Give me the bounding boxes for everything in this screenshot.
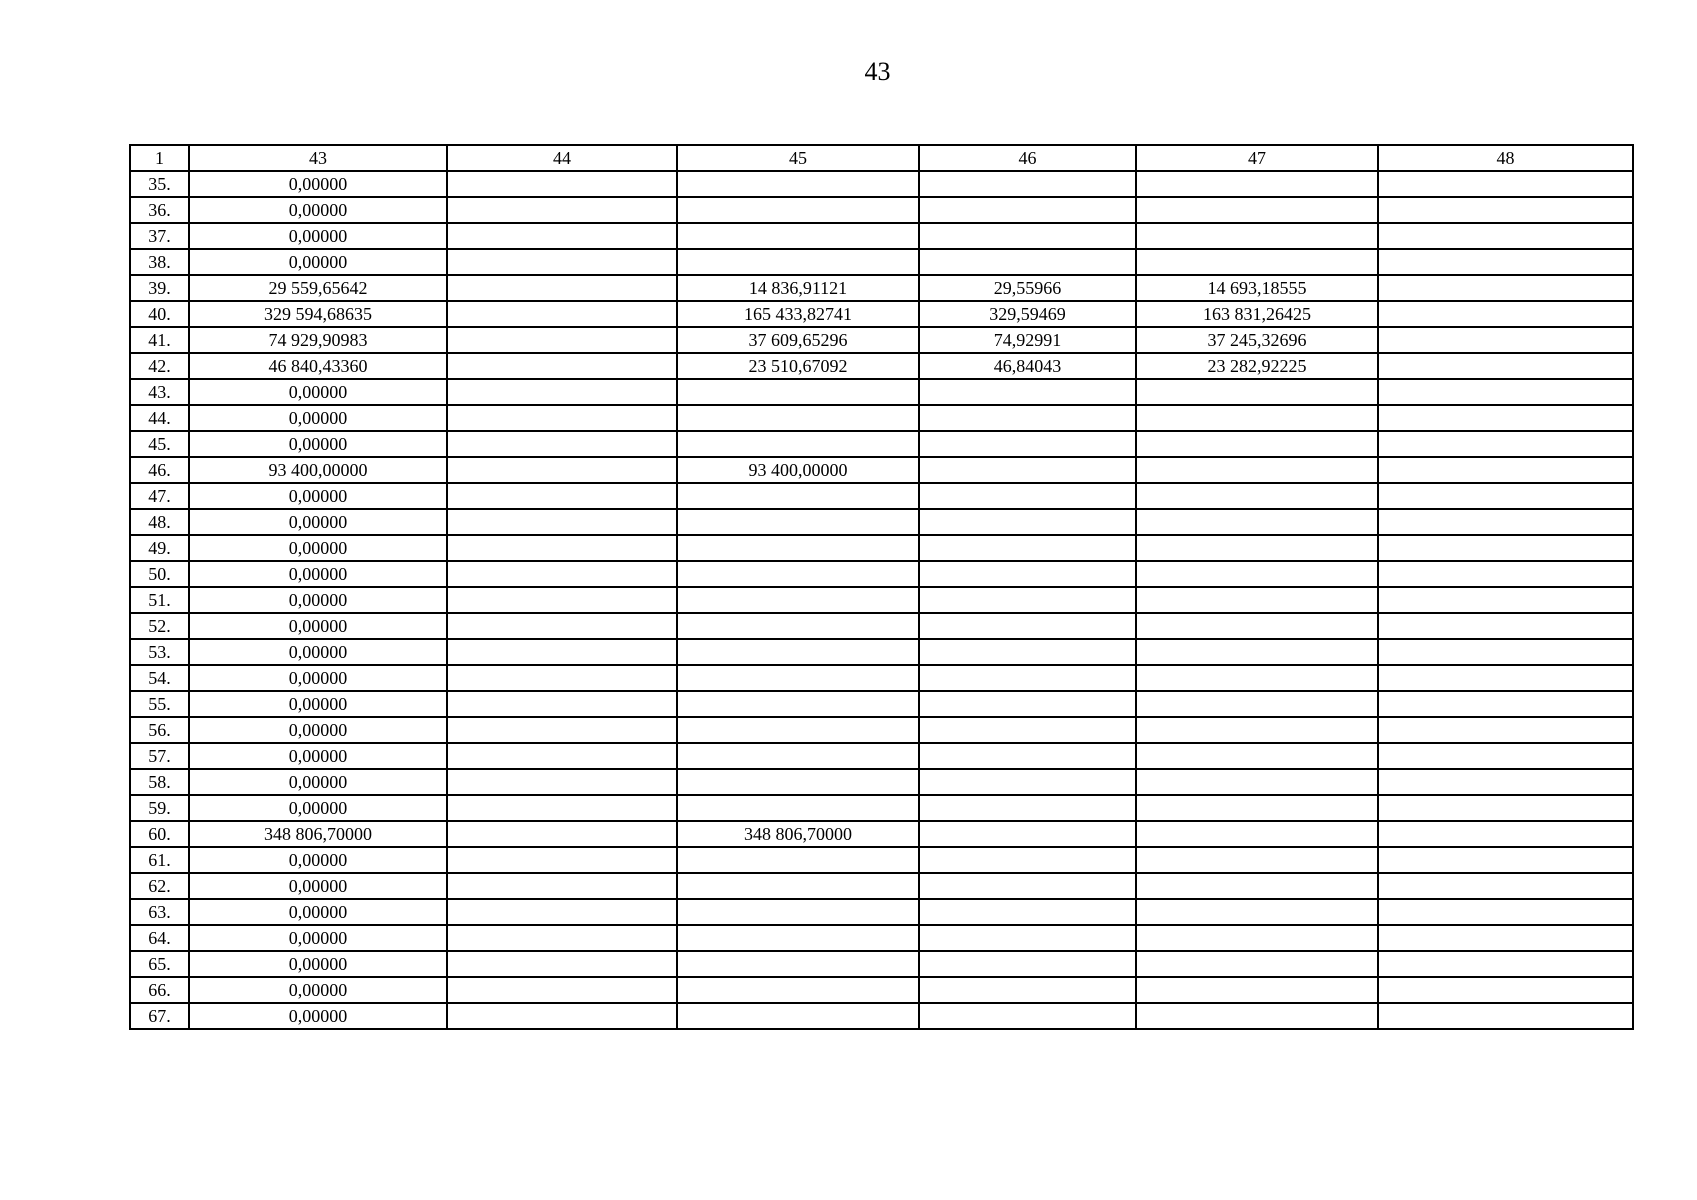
table-cell	[1378, 483, 1633, 509]
table-cell	[1378, 535, 1633, 561]
row-number-cell: 44.	[130, 405, 189, 431]
table-cell	[447, 717, 677, 743]
column-header: 1	[130, 145, 189, 171]
data-table	[129, 144, 1634, 1030]
table-cell: 29 559,65642	[189, 275, 447, 301]
row-number-cell: 35.	[130, 171, 189, 197]
row-number-cell: 51.	[130, 587, 189, 613]
table-cell	[1378, 509, 1633, 535]
table-cell	[677, 873, 919, 899]
table-cell	[677, 171, 919, 197]
table-cell	[919, 951, 1136, 977]
table-cell: 0,00000	[189, 873, 447, 899]
table-cell	[447, 561, 677, 587]
table-cell: 0,00000	[189, 431, 447, 457]
table-cell: 0,00000	[189, 743, 447, 769]
table-cell: 165 433,82741	[677, 301, 919, 327]
table-cell	[919, 509, 1136, 535]
table-row	[130, 743, 1633, 769]
table-cell	[677, 509, 919, 535]
table-cell	[677, 483, 919, 509]
row-number-cell: 53.	[130, 639, 189, 665]
table-cell	[447, 405, 677, 431]
table-cell	[1378, 223, 1633, 249]
column-header: 43	[189, 145, 447, 171]
table-cell	[919, 613, 1136, 639]
table-row	[130, 873, 1633, 899]
table-cell	[1136, 405, 1378, 431]
table-row	[130, 613, 1633, 639]
table-cell	[1378, 353, 1633, 379]
table-cell	[919, 717, 1136, 743]
table-row	[130, 197, 1633, 223]
table-row	[130, 483, 1633, 509]
table-cell	[677, 795, 919, 821]
table-cell	[447, 925, 677, 951]
table-cell	[1378, 665, 1633, 691]
table-cell	[447, 899, 677, 925]
table-cell	[677, 925, 919, 951]
table-cell	[1378, 795, 1633, 821]
table-row	[130, 431, 1633, 457]
row-number-cell: 43.	[130, 379, 189, 405]
table-cell	[1378, 977, 1633, 1003]
table-cell: 0,00000	[189, 977, 447, 1003]
table-cell	[677, 847, 919, 873]
table-cell	[919, 769, 1136, 795]
table-row	[130, 1003, 1633, 1029]
row-number-cell: 60.	[130, 821, 189, 847]
table-cell: 23 282,92225	[1136, 353, 1378, 379]
table-cell	[677, 951, 919, 977]
table-cell	[1378, 197, 1633, 223]
table-row	[130, 847, 1633, 873]
table-cell	[447, 249, 677, 275]
table-row	[130, 301, 1633, 327]
table-cell: 0,00000	[189, 847, 447, 873]
table-cell	[919, 405, 1136, 431]
column-header: 45	[677, 145, 919, 171]
table-row	[130, 587, 1633, 613]
table-cell	[1136, 847, 1378, 873]
table-cell: 14 693,18555	[1136, 275, 1378, 301]
table-cell	[447, 483, 677, 509]
table-row	[130, 535, 1633, 561]
table-cell: 348 806,70000	[189, 821, 447, 847]
table-row	[130, 769, 1633, 795]
table-cell	[1136, 951, 1378, 977]
table-cell	[1378, 379, 1633, 405]
column-header: 47	[1136, 145, 1378, 171]
table-row	[130, 717, 1633, 743]
row-number-cell: 40.	[130, 301, 189, 327]
row-number-cell: 45.	[130, 431, 189, 457]
table-cell: 163 831,26425	[1136, 301, 1378, 327]
table-cell	[919, 1003, 1136, 1029]
table-cell	[447, 275, 677, 301]
table-cell: 0,00000	[189, 483, 447, 509]
table-cell: 74,92991	[919, 327, 1136, 353]
table-cell: 0,00000	[189, 951, 447, 977]
table-cell	[1378, 873, 1633, 899]
table-cell: 0,00000	[189, 795, 447, 821]
table-cell	[677, 379, 919, 405]
table-cell	[447, 301, 677, 327]
table-cell	[1378, 405, 1633, 431]
table-cell	[1378, 249, 1633, 275]
table-cell: 46 840,43360	[189, 353, 447, 379]
table-cell	[447, 587, 677, 613]
table-cell	[677, 405, 919, 431]
table-cell	[1136, 977, 1378, 1003]
table-cell	[447, 769, 677, 795]
table-cell	[919, 821, 1136, 847]
table-cell: 0,00000	[189, 925, 447, 951]
table-cell: 0,00000	[189, 171, 447, 197]
row-number-cell: 59.	[130, 795, 189, 821]
table-cell	[919, 665, 1136, 691]
table-cell	[1378, 587, 1633, 613]
table-cell	[447, 873, 677, 899]
table-row	[130, 353, 1633, 379]
table-cell	[447, 1003, 677, 1029]
table-cell	[447, 847, 677, 873]
table-row	[130, 405, 1633, 431]
row-number-cell: 56.	[130, 717, 189, 743]
table-cell: 348 806,70000	[677, 821, 919, 847]
table-cell	[677, 743, 919, 769]
table-cell	[919, 639, 1136, 665]
table-cell	[1136, 457, 1378, 483]
table-cell	[447, 691, 677, 717]
table-cell: 0,00000	[189, 769, 447, 795]
table-cell: 0,00000	[189, 613, 447, 639]
row-number-cell: 49.	[130, 535, 189, 561]
row-number-cell: 61.	[130, 847, 189, 873]
table-cell	[677, 613, 919, 639]
table-row	[130, 171, 1633, 197]
table-cell	[1378, 301, 1633, 327]
table-cell	[919, 171, 1136, 197]
table-cell	[1136, 171, 1378, 197]
table-cell	[1136, 873, 1378, 899]
table-cell	[447, 743, 677, 769]
table-cell: 14 836,91121	[677, 275, 919, 301]
table-cell	[1378, 275, 1633, 301]
table-cell	[447, 535, 677, 561]
table-cell	[677, 431, 919, 457]
table-cell	[447, 821, 677, 847]
table-cell	[447, 327, 677, 353]
table-cell: 0,00000	[189, 665, 447, 691]
table-cell: 0,00000	[189, 639, 447, 665]
table-cell: 0,00000	[189, 561, 447, 587]
table-cell	[677, 639, 919, 665]
table-cell: 0,00000	[189, 717, 447, 743]
table-cell: 0,00000	[189, 535, 447, 561]
table-cell	[1136, 249, 1378, 275]
table-cell	[1378, 171, 1633, 197]
table-cell	[1136, 379, 1378, 405]
table-cell	[1136, 925, 1378, 951]
table-cell	[677, 717, 919, 743]
table-cell	[447, 353, 677, 379]
row-number-cell: 47.	[130, 483, 189, 509]
row-number-cell: 64.	[130, 925, 189, 951]
table-cell	[677, 665, 919, 691]
table-cell	[1136, 509, 1378, 535]
table-cell	[1378, 821, 1633, 847]
table-cell: 0,00000	[189, 379, 447, 405]
table-cell	[919, 483, 1136, 509]
row-number-cell: 58.	[130, 769, 189, 795]
table-cell	[1378, 899, 1633, 925]
table-cell: 46,84043	[919, 353, 1136, 379]
row-number-cell: 63.	[130, 899, 189, 925]
table-cell	[919, 249, 1136, 275]
table-cell	[1136, 743, 1378, 769]
table-cell: 329 594,68635	[189, 301, 447, 327]
table-cell	[919, 535, 1136, 561]
row-number-cell: 54.	[130, 665, 189, 691]
row-number-cell: 57.	[130, 743, 189, 769]
table-cell	[919, 561, 1136, 587]
table-cell	[919, 899, 1136, 925]
table-cell: 0,00000	[189, 197, 447, 223]
table-cell	[1378, 457, 1633, 483]
table-cell	[1378, 431, 1633, 457]
table-cell: 0,00000	[189, 405, 447, 431]
row-number-cell: 52.	[130, 613, 189, 639]
table-cell	[447, 613, 677, 639]
table-cell	[1378, 561, 1633, 587]
table-row	[130, 249, 1633, 275]
table-cell	[677, 249, 919, 275]
table-row	[130, 275, 1633, 301]
row-number-cell: 39.	[130, 275, 189, 301]
table-cell	[447, 223, 677, 249]
table-cell	[1136, 431, 1378, 457]
table-cell	[677, 899, 919, 925]
table-cell	[919, 847, 1136, 873]
table-cell	[447, 951, 677, 977]
table-cell	[1378, 769, 1633, 795]
table-row	[130, 223, 1633, 249]
table-cell	[919, 743, 1136, 769]
table-cell	[677, 197, 919, 223]
row-number-cell: 48.	[130, 509, 189, 535]
table-cell	[447, 795, 677, 821]
column-header: 48	[1378, 145, 1633, 171]
table-cell	[447, 509, 677, 535]
row-number-cell: 42.	[130, 353, 189, 379]
table-cell	[677, 691, 919, 717]
table-cell: 0,00000	[189, 691, 447, 717]
table-row	[130, 899, 1633, 925]
table-cell	[1136, 197, 1378, 223]
table-cell	[677, 1003, 919, 1029]
row-number-cell: 46.	[130, 457, 189, 483]
row-number-cell: 67.	[130, 1003, 189, 1029]
table-cell	[1136, 587, 1378, 613]
table-cell	[1136, 717, 1378, 743]
table-row	[130, 457, 1633, 483]
table-cell: 0,00000	[189, 509, 447, 535]
table-cell	[447, 977, 677, 1003]
table-cell	[1136, 561, 1378, 587]
row-number-cell: 37.	[130, 223, 189, 249]
table-cell	[919, 223, 1136, 249]
table-cell: 37 609,65296	[677, 327, 919, 353]
table-cell	[1378, 951, 1633, 977]
table-cell	[1136, 1003, 1378, 1029]
table-cell	[919, 977, 1136, 1003]
table-cell	[1136, 769, 1378, 795]
table-cell	[1378, 1003, 1633, 1029]
table-cell: 329,59469	[919, 301, 1136, 327]
table-cell	[1136, 899, 1378, 925]
table-cell: 0,00000	[189, 1003, 447, 1029]
table-cell	[677, 587, 919, 613]
table-row	[130, 951, 1633, 977]
table-cell	[919, 431, 1136, 457]
table-cell	[919, 197, 1136, 223]
table-cell	[1378, 717, 1633, 743]
column-header: 44	[447, 145, 677, 171]
table-row	[130, 639, 1633, 665]
table-cell: 37 245,32696	[1136, 327, 1378, 353]
table-row	[130, 665, 1633, 691]
table-cell	[447, 639, 677, 665]
table-cell	[1378, 327, 1633, 353]
row-number-cell: 66.	[130, 977, 189, 1003]
table-cell: 0,00000	[189, 899, 447, 925]
table-row	[130, 327, 1633, 353]
table-cell	[677, 561, 919, 587]
row-number-cell: 36.	[130, 197, 189, 223]
table-cell	[677, 223, 919, 249]
table-row	[130, 821, 1633, 847]
table-cell: 23 510,67092	[677, 353, 919, 379]
table-cell: 0,00000	[189, 223, 447, 249]
table-cell	[677, 769, 919, 795]
table-row	[130, 691, 1633, 717]
table-row	[130, 795, 1633, 821]
table-cell	[447, 197, 677, 223]
row-number-cell: 65.	[130, 951, 189, 977]
table-cell	[1378, 639, 1633, 665]
table-header-row	[130, 145, 1633, 171]
table-cell: 0,00000	[189, 587, 447, 613]
table-cell	[1378, 925, 1633, 951]
table-cell: 29,55966	[919, 275, 1136, 301]
table-cell: 93 400,00000	[677, 457, 919, 483]
page-number: 43	[864, 57, 891, 86]
table-cell	[1136, 613, 1378, 639]
table-cell	[447, 665, 677, 691]
table-row	[130, 977, 1633, 1003]
table-cell	[919, 925, 1136, 951]
table-cell	[1378, 847, 1633, 873]
column-header: 46	[919, 145, 1136, 171]
table-cell	[919, 691, 1136, 717]
table-cell	[1136, 665, 1378, 691]
table-cell	[447, 457, 677, 483]
table-cell: 0,00000	[189, 249, 447, 275]
row-number-cell: 62.	[130, 873, 189, 899]
table-cell	[447, 431, 677, 457]
table-cell	[919, 379, 1136, 405]
row-number-cell: 38.	[130, 249, 189, 275]
table-row	[130, 561, 1633, 587]
table-cell	[677, 977, 919, 1003]
table-cell	[919, 457, 1136, 483]
table-cell: 93 400,00000	[189, 457, 447, 483]
table-cell: 74 929,90983	[189, 327, 447, 353]
table-cell	[447, 379, 677, 405]
table-cell	[1136, 821, 1378, 847]
table-cell	[1136, 691, 1378, 717]
table-cell	[1136, 639, 1378, 665]
table-cell	[447, 171, 677, 197]
table-cell	[1136, 795, 1378, 821]
table-cell	[919, 587, 1136, 613]
row-number-cell: 50.	[130, 561, 189, 587]
table-row	[130, 379, 1633, 405]
table-cell	[1378, 691, 1633, 717]
table-cell	[1136, 483, 1378, 509]
table-row	[130, 509, 1633, 535]
table-cell	[919, 795, 1136, 821]
table-cell	[1378, 613, 1633, 639]
row-number-cell: 41.	[130, 327, 189, 353]
table-cell	[677, 535, 919, 561]
table-cell	[1136, 535, 1378, 561]
table-cell	[919, 873, 1136, 899]
table-row	[130, 925, 1633, 951]
table-cell	[1136, 223, 1378, 249]
row-number-cell: 55.	[130, 691, 189, 717]
table-cell	[1378, 743, 1633, 769]
